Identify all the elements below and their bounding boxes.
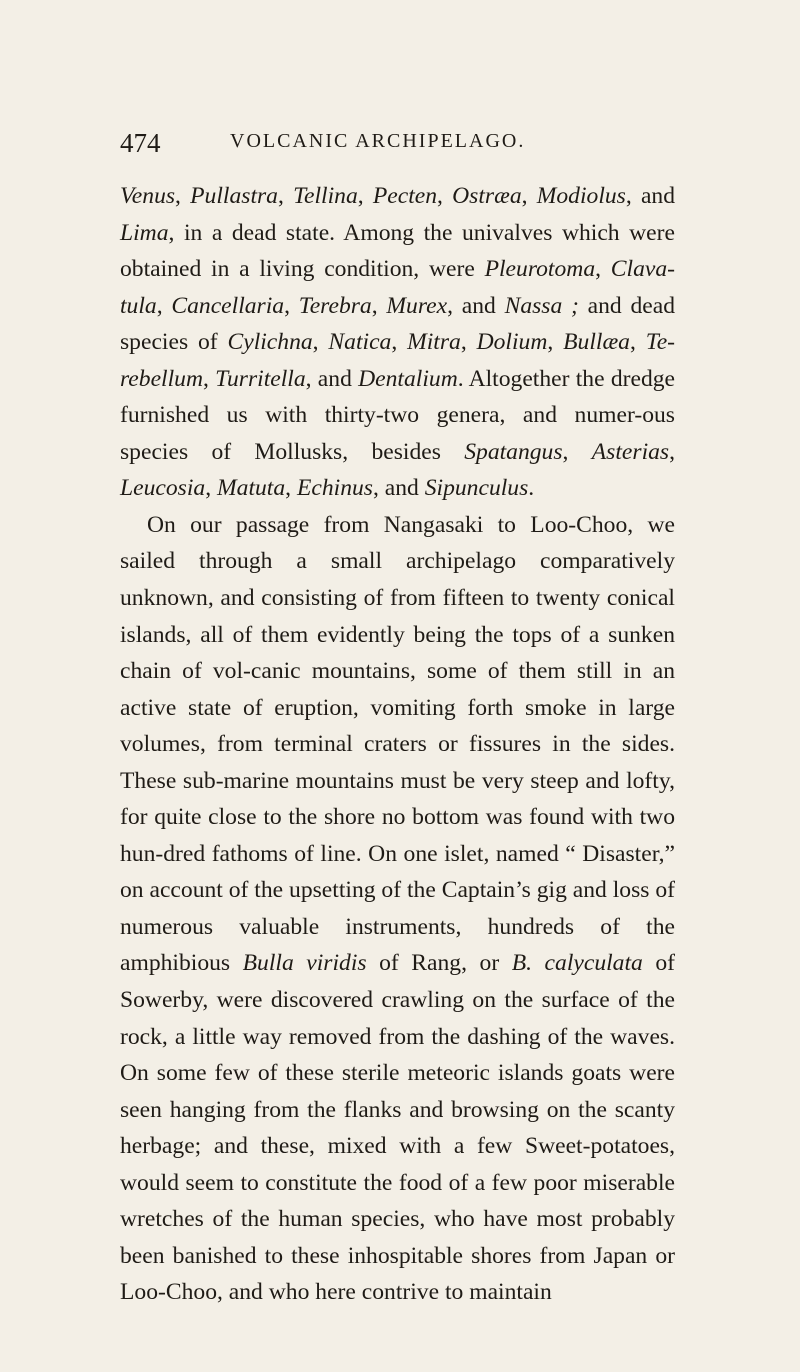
text-run: , and: [305, 365, 359, 392]
italic-term: Spatangus: [464, 438, 563, 465]
text-run: ,: [203, 365, 216, 392]
text-run: and dead species of: [120, 292, 676, 356]
paragraph: [120, 178, 675, 507]
italic-term: Tellina: [293, 183, 358, 209]
page-header: [120, 128, 680, 168]
text-run: , and: [372, 475, 425, 502]
text-run: ,: [371, 292, 387, 319]
text-run: ,: [156, 292, 172, 319]
text-run: ,: [312, 329, 329, 356]
italic-term: Modiolus: [536, 183, 626, 209]
italic-term: Lima: [120, 219, 169, 246]
paragraph: [120, 507, 675, 1311]
text-run: ,: [284, 292, 299, 319]
text-run: ,: [277, 183, 294, 209]
italic-term: Dolium: [476, 329, 548, 356]
italic-term: Pecten: [372, 183, 438, 209]
text-run: ,: [669, 438, 676, 465]
text-run: ,: [205, 475, 217, 502]
italic-term: Asterias: [591, 438, 670, 465]
italic-term: Pullastra: [190, 183, 278, 209]
text-run: ,: [521, 183, 537, 209]
italic-term: Turritella: [215, 365, 306, 392]
italic-term: Mitra: [407, 329, 461, 356]
text-run: ,: [175, 183, 191, 209]
italic-term: Pleurotoma: [484, 256, 596, 283]
italic-term: Leucosia: [120, 475, 206, 502]
text-run: . Altogether the dredge furnished us with thirty-two genera, and numer-ous species of Mollusks, besides: [120, 365, 676, 465]
italic-term: Venus: [120, 183, 176, 209]
italic-term: Bullæa: [563, 329, 630, 356]
text-run: ,: [460, 329, 477, 356]
italic-term: Ostræa: [452, 183, 522, 209]
text-run: of Rang, or: [366, 950, 512, 977]
italic-term: Bulla viridis: [242, 950, 367, 977]
text-run: ,: [285, 475, 297, 502]
italic-term: B. calyculata: [511, 950, 643, 977]
italic-term: Cylichna: [227, 329, 313, 356]
page-number: 474: [120, 128, 161, 158]
running-head: VOLCANIC ARCHIPELAGO.: [230, 130, 526, 152]
italic-term: Echinus: [296, 475, 373, 502]
text-run: , and: [447, 292, 505, 319]
text-run: ,: [595, 256, 611, 283]
italic-term: Natica: [328, 329, 392, 356]
italic-term: Nassa ;: [504, 292, 579, 319]
text-run: ,: [391, 329, 408, 356]
text-run: , and: [625, 183, 676, 209]
text-run: ,: [562, 438, 592, 465]
text-run: of Sowerby, were discovered crawling on the surface of the rock, a little way removed from the dashing of the waves. On some few of these sterile meteoric islands goats were seen hanging from the flanks and browsing on the scanty herbage; and these, mixed with a few Sweet-potatoes, would seem to constitute the food of a few poor miserable wretches of the human species, who have most probably been banished to these inhospitable shores from Japan or Loo-Choo, and who here contrive to maintain: [120, 950, 676, 1306]
text-run: On our passage from Nangasaki to Loo-Choo, we sailed through a small archipelago comparatively unknown, and consisting of from fifteen to twenty conical islands, all of them evidently being the tops of a sunken chain of vol-canic mountains, some of them still in an active state of eruption, vomiting forth smoke in large volumes, from terminal craters or fissures in the sides. These sub-marine mountains must be very steep and lofty, for quite close to the shore no bottom was found with two hun-dred fathoms of line. On one islet, named “ Disaster,” on account of the upsetting of the Captain’s gig and loss of numerous valuable instruments, hundreds of the amphibious: [120, 511, 676, 977]
italic-term: Murex: [386, 292, 448, 319]
italic-term: Cancellaria: [171, 292, 285, 319]
italic-term: Terebra: [298, 292, 372, 319]
text-run: ,: [547, 329, 564, 356]
text-run: , in a dead state. Among the univalves which were obtained in a living condition, were: [120, 219, 675, 283]
italic-term: Te-rebellum: [120, 329, 676, 392]
text-run: ,: [437, 183, 453, 209]
body-text: [120, 178, 675, 1311]
italic-term: Matuta: [217, 475, 286, 502]
italic-term: Sipunculus: [424, 475, 529, 502]
text-run: .: [528, 475, 535, 502]
italic-term: Clava-tula: [120, 256, 676, 319]
text-run: ,: [629, 329, 646, 356]
text-run: ,: [357, 183, 373, 209]
italic-term: Dentalium: [358, 365, 458, 392]
